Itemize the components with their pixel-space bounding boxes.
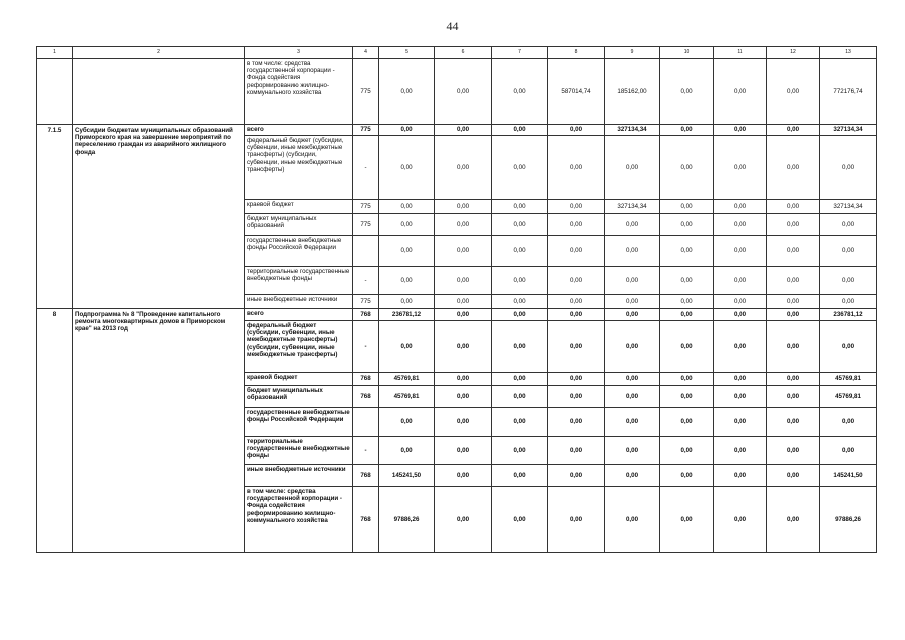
- column-header: 3: [245, 47, 353, 59]
- amount-cell: 0,00: [492, 267, 548, 295]
- amount-cell: 0,00: [660, 136, 714, 200]
- amount-cell: 0,00: [714, 200, 767, 214]
- amount-cell: 0,00: [714, 309, 767, 321]
- amount-cell: 0,00: [767, 236, 820, 267]
- amount-cell: 0,00: [435, 214, 492, 236]
- amount-cell: 0,00: [605, 487, 660, 553]
- amount-cell: 0,00: [492, 136, 548, 200]
- amount-cell: 0,00: [820, 214, 877, 236]
- amount-cell: 0,00: [714, 214, 767, 236]
- column-header: 13: [820, 47, 877, 59]
- funding-source: федеральный бюджет (субсидии, субвенции, иные межбюджетные трансферты) (субсидии, субвенции, иные межбюджетные трансферты): [245, 136, 353, 200]
- amount-cell: 587014,74: [548, 59, 605, 125]
- funding-source: бюджет муниципальных образований: [245, 214, 353, 236]
- budget-code: -: [353, 321, 379, 373]
- amount-cell: 772176,74: [820, 59, 877, 125]
- amount-cell: 0,00: [767, 125, 820, 136]
- amount-cell: 0,00: [379, 321, 435, 373]
- amount-cell: 0,00: [605, 267, 660, 295]
- amount-cell: 0,00: [714, 136, 767, 200]
- budget-code: 768: [353, 386, 379, 408]
- amount-cell: 0,00: [820, 136, 877, 200]
- amount-cell: 0,00: [435, 408, 492, 437]
- amount-cell: 45769,81: [379, 373, 435, 386]
- amount-cell: 97886,26: [820, 487, 877, 553]
- budget-code: 775: [353, 125, 379, 136]
- amount-cell: 0,00: [714, 487, 767, 553]
- amount-cell: 0,00: [492, 487, 548, 553]
- amount-cell: 45769,81: [820, 386, 877, 408]
- amount-cell: 0,00: [435, 386, 492, 408]
- amount-cell: 0,00: [660, 465, 714, 487]
- amount-cell: 236781,12: [379, 309, 435, 321]
- amount-cell: 0,00: [379, 295, 435, 309]
- amount-cell: 0,00: [548, 321, 605, 373]
- amount-cell: 0,00: [660, 373, 714, 386]
- column-header: 9: [605, 47, 660, 59]
- amount-cell: 0,00: [660, 437, 714, 465]
- budget-code: -: [353, 437, 379, 465]
- amount-cell: 0,00: [714, 321, 767, 373]
- amount-cell: 0,00: [767, 309, 820, 321]
- amount-cell: 0,00: [605, 236, 660, 267]
- column-header: 1: [37, 47, 73, 59]
- budget-table: [36, 46, 877, 553]
- column-header: 5: [379, 47, 435, 59]
- amount-cell: 0,00: [714, 437, 767, 465]
- amount-cell: 0,00: [548, 309, 605, 321]
- budget-code: -: [353, 267, 379, 295]
- column-header: 12: [767, 47, 820, 59]
- amount-cell: 0,00: [492, 214, 548, 236]
- amount-cell: 0,00: [605, 136, 660, 200]
- amount-cell: 145241,50: [379, 465, 435, 487]
- amount-cell: 0,00: [660, 321, 714, 373]
- amount-cell: 0,00: [548, 386, 605, 408]
- table-body: [37, 59, 877, 553]
- item-name: Подпрограмма № 8 "Проведение капитального ремонта многоквартирных домов в Приморском крае" на 2013 год: [73, 309, 245, 553]
- amount-cell: 0,00: [435, 321, 492, 373]
- amount-cell: 0,00: [548, 125, 605, 136]
- amount-cell: 0,00: [492, 408, 548, 437]
- amount-cell: 0,00: [660, 386, 714, 408]
- amount-cell: 0,00: [714, 373, 767, 386]
- budget-code: 775: [353, 214, 379, 236]
- amount-cell: 327134,34: [605, 200, 660, 214]
- amount-cell: 0,00: [435, 59, 492, 125]
- amount-cell: 0,00: [492, 386, 548, 408]
- funding-source: федеральный бюджет (субсидии, субвенции, иные межбюджетные трансферты) (субсидии, субвенции, иные межбюджетные трансферты): [245, 321, 353, 373]
- budget-code: 775: [353, 295, 379, 309]
- funding-source: территориальные государственные внебюджетные фонды: [245, 267, 353, 295]
- column-header: 4: [353, 47, 379, 59]
- amount-cell: 327134,34: [820, 200, 877, 214]
- amount-cell: 327134,34: [820, 125, 877, 136]
- budget-code: 768: [353, 373, 379, 386]
- amount-cell: 0,00: [492, 200, 548, 214]
- amount-cell: 0,00: [660, 59, 714, 125]
- amount-cell: 0,00: [435, 487, 492, 553]
- amount-cell: 0,00: [820, 295, 877, 309]
- amount-cell: 0,00: [379, 408, 435, 437]
- amount-cell: 0,00: [714, 386, 767, 408]
- amount-cell: 0,00: [660, 295, 714, 309]
- amount-cell: 0,00: [605, 214, 660, 236]
- funding-source: краевой бюджет: [245, 200, 353, 214]
- amount-cell: 0,00: [767, 408, 820, 437]
- amount-cell: 0,00: [492, 321, 548, 373]
- amount-cell: 0,00: [548, 408, 605, 437]
- funding-source: краевой бюджет: [245, 373, 353, 386]
- amount-cell: 0,00: [767, 59, 820, 125]
- amount-cell: 0,00: [660, 236, 714, 267]
- amount-cell: 0,00: [767, 295, 820, 309]
- amount-cell: 0,00: [820, 267, 877, 295]
- amount-cell: 45769,81: [820, 373, 877, 386]
- funding-source: иные внебюджетные источники: [245, 465, 353, 487]
- budget-code: 768: [353, 309, 379, 321]
- amount-cell: 0,00: [548, 136, 605, 200]
- amount-cell: 0,00: [548, 295, 605, 309]
- amount-cell: 0,00: [492, 373, 548, 386]
- amount-cell: 0,00: [379, 267, 435, 295]
- column-header: 6: [435, 47, 492, 59]
- amount-cell: 0,00: [660, 408, 714, 437]
- table-row: [37, 125, 877, 136]
- amount-cell: 0,00: [714, 59, 767, 125]
- amount-cell: 0,00: [548, 200, 605, 214]
- amount-cell: 0,00: [714, 295, 767, 309]
- amount-cell: 0,00: [767, 214, 820, 236]
- amount-cell: 0,00: [660, 125, 714, 136]
- amount-cell: 0,00: [435, 437, 492, 465]
- table-row: [37, 309, 877, 321]
- amount-cell: 0,00: [767, 267, 820, 295]
- amount-cell: 236781,12: [820, 309, 877, 321]
- budget-code: 775: [353, 59, 379, 125]
- amount-cell: 45769,81: [379, 386, 435, 408]
- funding-source: всего: [245, 309, 353, 321]
- amount-cell: 0,00: [767, 487, 820, 553]
- amount-cell: 0,00: [548, 214, 605, 236]
- amount-cell: 0,00: [379, 136, 435, 200]
- amount-cell: 0,00: [767, 437, 820, 465]
- amount-cell: 0,00: [820, 408, 877, 437]
- amount-cell: 0,00: [767, 386, 820, 408]
- amount-cell: 0,00: [548, 373, 605, 386]
- amount-cell: 0,00: [660, 200, 714, 214]
- budget-code: 768: [353, 465, 379, 487]
- amount-cell: 0,00: [767, 465, 820, 487]
- item-name: Субсидии бюджетам муниципальных образований Приморского края на завершение мероприятий по переселению граждан из аварийного жилищного фонда: [73, 125, 245, 309]
- amount-cell: 0,00: [492, 236, 548, 267]
- amount-cell: 0,00: [660, 214, 714, 236]
- amount-cell: 0,00: [435, 125, 492, 136]
- budget-code: 775: [353, 200, 379, 214]
- item-index: [37, 59, 73, 125]
- amount-cell: 0,00: [492, 437, 548, 465]
- amount-cell: 0,00: [435, 309, 492, 321]
- amount-cell: 145241,50: [820, 465, 877, 487]
- amount-cell: 0,00: [435, 200, 492, 214]
- column-header: 10: [660, 47, 714, 59]
- amount-cell: 0,00: [820, 321, 877, 373]
- amount-cell: 0,00: [605, 465, 660, 487]
- amount-cell: 0,00: [767, 136, 820, 200]
- amount-cell: 327134,34: [605, 125, 660, 136]
- table-row: [37, 59, 877, 125]
- amount-cell: 0,00: [492, 465, 548, 487]
- amount-cell: 0,00: [548, 437, 605, 465]
- item-name: [73, 59, 245, 125]
- amount-cell: 0,00: [548, 236, 605, 267]
- amount-cell: 0,00: [492, 309, 548, 321]
- amount-cell: 0,00: [820, 437, 877, 465]
- funding-source: всего: [245, 125, 353, 136]
- budget-code: [353, 236, 379, 267]
- amount-cell: 0,00: [435, 295, 492, 309]
- amount-cell: 0,00: [714, 465, 767, 487]
- funding-source: в том числе: средства государственной корпорации - Фонда содействия реформированию жилищно-коммунального хозяйства: [245, 487, 353, 553]
- funding-source: государственные внебюджетные фонды Российской Федерации: [245, 236, 353, 267]
- amount-cell: 0,00: [492, 59, 548, 125]
- amount-cell: 0,00: [548, 267, 605, 295]
- amount-cell: 0,00: [492, 125, 548, 136]
- budget-code: 768: [353, 487, 379, 553]
- amount-cell: 0,00: [714, 267, 767, 295]
- budget-code: -: [353, 136, 379, 200]
- amount-cell: 0,00: [379, 437, 435, 465]
- amount-cell: 0,00: [605, 437, 660, 465]
- amount-cell: 0,00: [714, 236, 767, 267]
- column-header: 2: [73, 47, 245, 59]
- amount-cell: 0,00: [820, 236, 877, 267]
- amount-cell: 0,00: [435, 465, 492, 487]
- amount-cell: 0,00: [660, 267, 714, 295]
- amount-cell: 0,00: [379, 214, 435, 236]
- funding-source: бюджет муниципальных образований: [245, 386, 353, 408]
- amount-cell: 185162,00: [605, 59, 660, 125]
- amount-cell: 0,00: [492, 295, 548, 309]
- amount-cell: 0,00: [714, 408, 767, 437]
- amount-cell: 0,00: [435, 136, 492, 200]
- amount-cell: 0,00: [435, 373, 492, 386]
- funding-source: в том числе: средства государственной корпорации - Фонда содействия реформированию жилищно-коммунального хозяйства: [245, 59, 353, 125]
- amount-cell: 0,00: [660, 487, 714, 553]
- amount-cell: 0,00: [605, 386, 660, 408]
- amount-cell: 0,00: [379, 59, 435, 125]
- column-header: 7: [492, 47, 548, 59]
- amount-cell: 0,00: [605, 373, 660, 386]
- amount-cell: 0,00: [435, 267, 492, 295]
- column-header: 8: [548, 47, 605, 59]
- budget-code: [353, 408, 379, 437]
- header-row: [37, 47, 877, 59]
- amount-cell: 0,00: [548, 487, 605, 553]
- amount-cell: 0,00: [379, 125, 435, 136]
- item-index: 7.1.5: [37, 125, 73, 309]
- amount-cell: 0,00: [605, 321, 660, 373]
- page-number: 44: [446, 19, 459, 33]
- amount-cell: 97886,26: [379, 487, 435, 553]
- amount-cell: 0,00: [605, 295, 660, 309]
- column-header: 11: [714, 47, 767, 59]
- amount-cell: 0,00: [435, 236, 492, 267]
- funding-source: территориальные государственные внебюджетные фонды: [245, 437, 353, 465]
- amount-cell: 0,00: [605, 309, 660, 321]
- funding-source: иные внебюджетные источники: [245, 295, 353, 309]
- amount-cell: 0,00: [767, 200, 820, 214]
- item-index: 8: [37, 309, 73, 553]
- amount-cell: 0,00: [767, 373, 820, 386]
- amount-cell: 0,00: [767, 321, 820, 373]
- amount-cell: 0,00: [605, 408, 660, 437]
- amount-cell: 0,00: [660, 309, 714, 321]
- funding-source: государственные внебюджетные фонды Российской Федерации: [245, 408, 353, 437]
- amount-cell: 0,00: [379, 236, 435, 267]
- amount-cell: 0,00: [548, 465, 605, 487]
- amount-cell: 0,00: [379, 200, 435, 214]
- amount-cell: 0,00: [714, 125, 767, 136]
